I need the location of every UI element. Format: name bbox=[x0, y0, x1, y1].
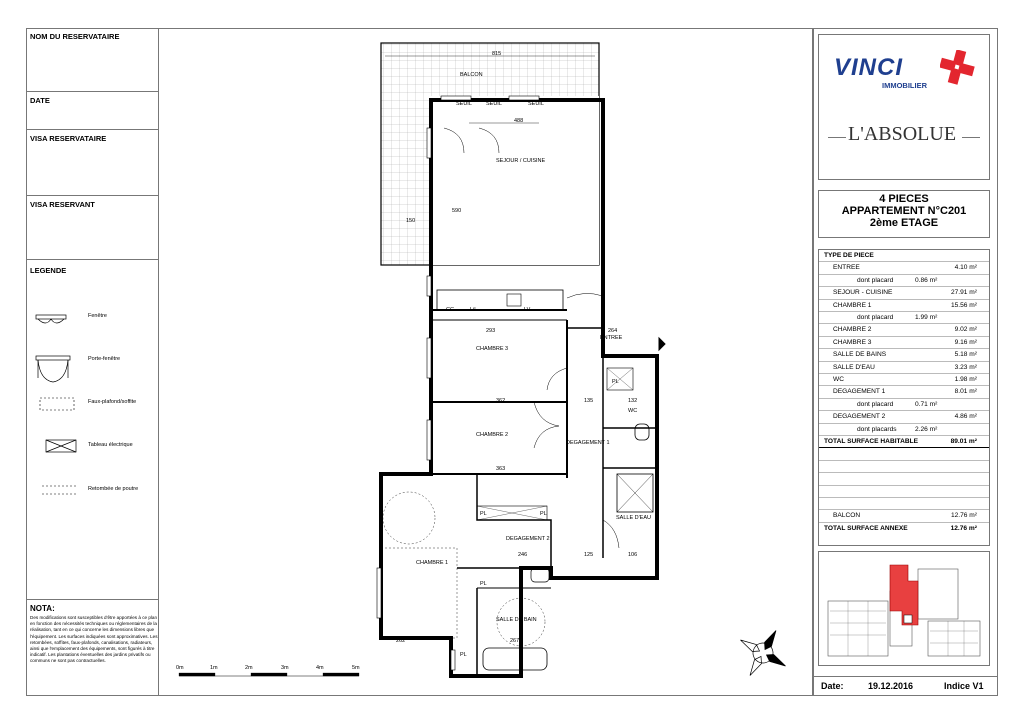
floor-plan bbox=[159, 28, 813, 696]
date-label: DATE bbox=[30, 96, 50, 105]
dim-132: 132 bbox=[628, 398, 638, 404]
table-row bbox=[819, 349, 989, 361]
annex-total-row bbox=[819, 523, 989, 535]
visa-reservataire-label: VISA RESERVATAIRE bbox=[30, 134, 107, 143]
room-area: 4.86 m² bbox=[954, 413, 977, 421]
apartment-floor: 2ème ETAGE bbox=[869, 217, 939, 229]
legend-label-french-door: Porte-fenêtre bbox=[88, 356, 121, 362]
tag-pl-1: PL bbox=[612, 379, 619, 385]
programme-logo-rule-right bbox=[962, 137, 980, 138]
tag-seuil-3: SEUIL bbox=[528, 101, 544, 107]
surfaces-table bbox=[818, 249, 990, 546]
table-row bbox=[819, 424, 989, 436]
room-label-chambre3: CHAMBRE 3 bbox=[476, 346, 509, 352]
legend-symbols bbox=[26, 260, 159, 600]
placard-area: 2.26 m² bbox=[915, 425, 938, 433]
legend-label-window: Fenêtre bbox=[88, 313, 107, 319]
dim-135: 135 bbox=[584, 398, 594, 404]
scale-4m: 4m bbox=[316, 665, 324, 671]
room-area: 1.98 m² bbox=[954, 376, 977, 383]
room-name: SEJOUR - CUISINE bbox=[833, 289, 893, 297]
table-row bbox=[819, 374, 989, 386]
room-label-salle-eau: SALLE D'EAU bbox=[616, 515, 651, 521]
vinci-immobilier-label: IMMOBILIER bbox=[882, 81, 927, 90]
room-area: 27.91 m² bbox=[950, 289, 977, 297]
indice-value: Indice V1 bbox=[944, 681, 984, 691]
room-name: SALLE D'EAU bbox=[833, 363, 875, 371]
scale-5m: 5m bbox=[352, 665, 360, 671]
dim-262: 262 bbox=[396, 638, 406, 644]
tag-pl-3: PL bbox=[540, 511, 547, 517]
type-header: TYPE DE PIECE bbox=[824, 252, 874, 259]
dim-488: 488 bbox=[514, 118, 524, 124]
room-name: dont placard bbox=[857, 314, 894, 321]
room-label-entree: ENTREE bbox=[600, 335, 623, 341]
room-area: 4.10 m² bbox=[954, 264, 977, 272]
room-label-degagement1: DEGAGEMENT 1 bbox=[566, 440, 610, 446]
date-field[interactable] bbox=[26, 92, 159, 130]
annex-total-label: TOTAL SURFACE ANNEXE bbox=[824, 524, 908, 532]
nota-text: Des modifications sont susceptibles d'être apportées à ce plan en fonction des nécessités techniques ou réglementaires de la réalisation, tant en ce qui concerne les dimensions libres que l'équipement. Les surfaces indiquées sont approximatives. Les retombées, soffites, faux-plafonds, canalisations, radiateurs, ainsi que l'emplacement des équipements, sont figurés à titre indicatif. Les plantations éventuelles des jardins privatifs ou communs ne sont pas contractuelles. bbox=[30, 615, 158, 664]
room-name: WC bbox=[833, 376, 844, 383]
room-name: SALLE DE BAINS bbox=[833, 351, 887, 359]
empty-row bbox=[819, 448, 989, 460]
table-row bbox=[819, 411, 989, 423]
room-label-degagement2: DEGAGEMENT 2 bbox=[506, 536, 550, 542]
empty-row bbox=[819, 498, 989, 510]
bedroom1-door-circle bbox=[383, 492, 435, 544]
nom-reservataire-label: NOM DU RESERVATAIRE bbox=[30, 32, 120, 41]
date-label: Date: bbox=[821, 681, 844, 691]
dim-267: 267 bbox=[510, 638, 520, 644]
room-name: dont placard bbox=[857, 276, 894, 284]
scale-3m: 3m bbox=[281, 665, 289, 671]
room-label-salle-bain: SALLE DE BAIN bbox=[496, 617, 537, 623]
room-area: 3.23 m² bbox=[954, 363, 977, 371]
window-symbol-icon bbox=[36, 315, 66, 323]
beam-drop-symbol-icon bbox=[42, 486, 76, 494]
dim-590: 590 bbox=[452, 208, 462, 214]
nom-reservataire-field[interactable] bbox=[26, 28, 159, 92]
tag-cg: CG bbox=[446, 307, 455, 313]
room-name: DEGAGEMENT 1 bbox=[833, 388, 886, 396]
vinci-logo: VINCI bbox=[834, 54, 904, 81]
apartment-title bbox=[818, 193, 990, 229]
placard-area: 0.71 m² bbox=[915, 400, 938, 408]
dim-106: 106 bbox=[628, 552, 638, 558]
tag-lil: LiL bbox=[470, 307, 478, 313]
tag-pl-4: PL bbox=[480, 581, 487, 587]
annex-label: BALCON bbox=[833, 512, 861, 520]
scale-2m: 2m bbox=[245, 665, 253, 671]
legend-label-electrical-panel: Tableau électrique bbox=[88, 442, 133, 448]
table-row bbox=[819, 275, 989, 287]
room-label-wc: WC bbox=[628, 408, 638, 414]
room-label-balcon: BALCON bbox=[460, 72, 483, 78]
room-name: dont placard bbox=[857, 400, 894, 408]
tag-pl-5: PL bbox=[460, 652, 467, 658]
scale-1m: 1m bbox=[210, 665, 218, 671]
dim-125: 125 bbox=[584, 552, 594, 558]
bathtub bbox=[483, 648, 547, 670]
legend-title: LEGENDE bbox=[30, 266, 67, 275]
french-door-symbol-icon bbox=[36, 356, 70, 382]
room-area: 9.02 m² bbox=[954, 326, 977, 334]
table-row bbox=[819, 287, 989, 299]
dim-362: 362 bbox=[496, 398, 506, 404]
electrical-panel-symbol-icon bbox=[46, 440, 76, 452]
room-area: 8.01 m² bbox=[954, 388, 977, 396]
north-arrow-icon bbox=[727, 617, 798, 688]
tag-seuil-2: SEUIL bbox=[486, 101, 502, 107]
table-row bbox=[819, 399, 989, 411]
legend-label-false-ceiling: Faux-plafond/soffite bbox=[88, 399, 137, 405]
dim-293: 293 bbox=[486, 328, 496, 334]
legend-label-beam-drop: Retombée de poutre bbox=[88, 486, 139, 492]
room-name: CHAMBRE 3 bbox=[833, 338, 872, 346]
visa-reservataire-field[interactable] bbox=[26, 130, 159, 196]
dim-363: 363 bbox=[496, 466, 506, 472]
programme-name: L'ABSOLUE bbox=[848, 123, 957, 145]
table-row bbox=[819, 262, 989, 274]
nota-title: NOTA: bbox=[30, 604, 55, 613]
visa-reservant-field[interactable] bbox=[26, 196, 159, 260]
programme-logo-rule-left bbox=[828, 137, 846, 138]
room-label-chambre2: CHAMBRE 2 bbox=[476, 432, 509, 438]
room-name: dont placards bbox=[857, 425, 897, 433]
table-row bbox=[819, 337, 989, 349]
annex-row bbox=[819, 510, 989, 522]
empty-row bbox=[819, 461, 989, 473]
wc-fixture bbox=[635, 424, 649, 440]
total-value: 89.01 m² bbox=[950, 438, 977, 445]
room-name: ENTREE bbox=[833, 264, 860, 272]
dim-150: 150 bbox=[406, 218, 416, 224]
dim-264: 264 bbox=[608, 328, 618, 334]
empty-row bbox=[819, 486, 989, 498]
tag-lv: LV bbox=[524, 307, 531, 313]
date-value: 19.12.2016 bbox=[868, 681, 914, 691]
room-label-sejour: SEJOUR / CUISINE bbox=[496, 158, 546, 164]
tag-seuil-1: SEUIL bbox=[456, 101, 472, 107]
dim-815: 815 bbox=[492, 51, 502, 57]
apartment-number: APPARTEMENT N°C201 bbox=[841, 205, 967, 217]
room-name: CHAMBRE 1 bbox=[833, 301, 872, 309]
empty-row bbox=[819, 473, 989, 485]
apartment-rooms: 4 PIECES bbox=[879, 193, 929, 205]
placard-area: 0.86 m² bbox=[915, 276, 938, 284]
scale-0m: 0m bbox=[176, 665, 184, 671]
total-label: TOTAL SURFACE HABITABLE bbox=[824, 438, 919, 445]
dim-246: 246 bbox=[518, 552, 528, 558]
table-row bbox=[819, 386, 989, 398]
annex-total-value: 12.76 m² bbox=[950, 524, 977, 532]
false-ceiling-symbol-icon bbox=[40, 398, 74, 410]
table-row bbox=[819, 324, 989, 336]
room-area: 5.18 m² bbox=[954, 351, 977, 359]
room-name: CHAMBRE 2 bbox=[833, 326, 872, 334]
table-row bbox=[819, 312, 989, 324]
total-row bbox=[819, 436, 989, 448]
room-area: 15.56 m² bbox=[950, 301, 977, 309]
placard-area: 1.99 m² bbox=[915, 314, 938, 321]
table-row bbox=[819, 300, 989, 312]
room-area: 9.16 m² bbox=[954, 338, 977, 346]
table-header-row bbox=[819, 250, 989, 262]
entrance-arrow-icon bbox=[659, 338, 665, 350]
locator-map-drawing bbox=[818, 551, 990, 666]
tag-pl-2: PL bbox=[480, 511, 487, 517]
visa-reservant-label: VISA RESERVANT bbox=[30, 200, 95, 209]
room-label-allege: ALLEGE bbox=[396, 472, 418, 478]
room-name: DEGAGEMENT 2 bbox=[833, 413, 886, 421]
table-row bbox=[819, 362, 989, 374]
vinci-logo-cross-icon bbox=[940, 50, 976, 86]
room-label-chambre1: CHAMBRE 1 bbox=[416, 560, 449, 566]
annex-value: 12.76 m² bbox=[950, 512, 977, 520]
